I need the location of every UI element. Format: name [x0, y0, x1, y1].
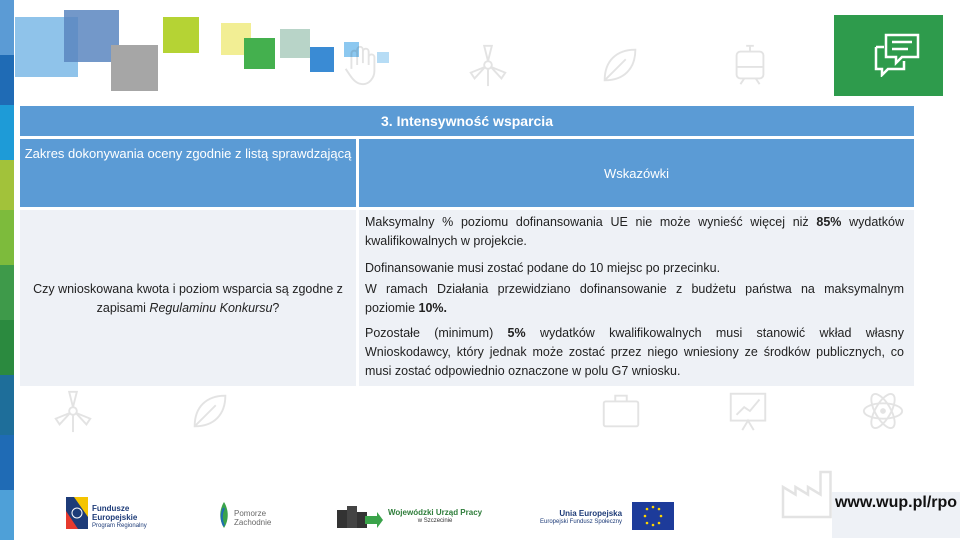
ue-line: Unia Europejska: [559, 509, 623, 518]
deco-square: [111, 45, 158, 91]
briefcase-icon: [598, 388, 644, 434]
deco-square: [280, 29, 310, 58]
pz-logo-text: [234, 509, 271, 527]
stripe-segment: [0, 105, 14, 160]
deco-square: [244, 38, 275, 69]
question-end: ?: [272, 301, 280, 315]
stripe-segment: [0, 490, 14, 540]
deco-square: [163, 17, 199, 53]
pomorze-zachodnie-logo: [217, 500, 231, 530]
stripe-segment: [0, 210, 14, 265]
question-text: Czy wnioskowana kwota i poziom wsparcia są zgodne z zapisami: [33, 282, 343, 315]
stripe-segment: [0, 265, 14, 320]
hint-text: Maksymalny % poziomu dofinansowania UE nie może wynieść więcej niż: [365, 215, 817, 229]
stripe-segment: [0, 160, 14, 210]
stripe-segment: [0, 0, 14, 55]
ue-logo-text: [540, 509, 622, 527]
fundusze-europejskie-logo: [66, 497, 88, 529]
chart-icon: [725, 388, 771, 434]
leaf-icon: [597, 42, 643, 88]
hint-max-eu: [365, 213, 904, 251]
wup-logo-text: [388, 508, 482, 526]
hand-icon: [338, 42, 384, 88]
question-cell: [20, 210, 356, 386]
deco-square: [310, 47, 334, 72]
hint-state-budget: [365, 280, 904, 318]
hint-text: wydatków kwalifikowalnych musi stanowić wkład własny Wnioskodawcy, który jednak może zostać przez niego wniesiony ze środków publicznych, co musi zostać odpowiednio oznaczone w polu G7 wniosku.: [365, 326, 904, 378]
hint-own-contribution: [365, 324, 904, 381]
windmill-icon: [50, 388, 96, 434]
hint-bold: 85%: [816, 215, 842, 229]
wup-line: Wojewódzki Urząd Pracy: [388, 508, 483, 517]
stripe-segment: [0, 375, 14, 435]
hint-bold: 10%.: [418, 301, 447, 315]
windmill-icon: [465, 42, 511, 88]
fe-logo-text: [92, 504, 147, 531]
hints-cell: [359, 210, 914, 386]
question-italic: Regulaminu Konkursu: [149, 301, 273, 315]
hint-decimal: Dofinansowanie musi zostać podane do 10 miejsc po przecinku.: [365, 261, 721, 275]
section-title: 3. Intensywność wsparcia: [20, 106, 914, 136]
hint-bold: 5%: [507, 326, 526, 340]
leaf-icon: [187, 388, 233, 434]
eu-flag-icon: [632, 502, 674, 530]
ue-line: Europejski Fundusz Społeczny: [540, 519, 623, 525]
stripe-segment: [0, 320, 14, 375]
stripe-segment: [0, 55, 14, 105]
stripe-segment: [0, 435, 14, 490]
pz-line: Zachodnie: [234, 518, 272, 527]
wup-logo: [337, 502, 383, 528]
hint-text: wydatków kwalifikowalnych w projekcie.: [365, 215, 904, 248]
hint-text: W ramach Działania przewidziano dofinansowanie z budżetu państwa na maksymalnym poziomie: [365, 282, 904, 315]
fe-line: Europejskie: [92, 513, 138, 522]
hint-text: Pozostałe (minimum): [365, 326, 508, 340]
atom-icon: [860, 388, 906, 434]
wup-line: w Szczecinie: [417, 518, 453, 524]
factory-icon: [778, 462, 838, 522]
fe-line: Program Regionalny: [92, 523, 147, 529]
tram-icon: [727, 42, 773, 88]
website-url[interactable]: www.wup.pl/rpo: [832, 492, 960, 538]
pz-line: Pomorze: [234, 509, 267, 518]
fe-line: Fundusze: [92, 504, 130, 513]
chat-bubbles-icon: [834, 15, 943, 96]
column-header-scope: Zakres dokonywania oceny zgodnie z listą sprawdzającą: [20, 139, 356, 207]
column-header-hints: Wskazówki: [359, 139, 914, 207]
